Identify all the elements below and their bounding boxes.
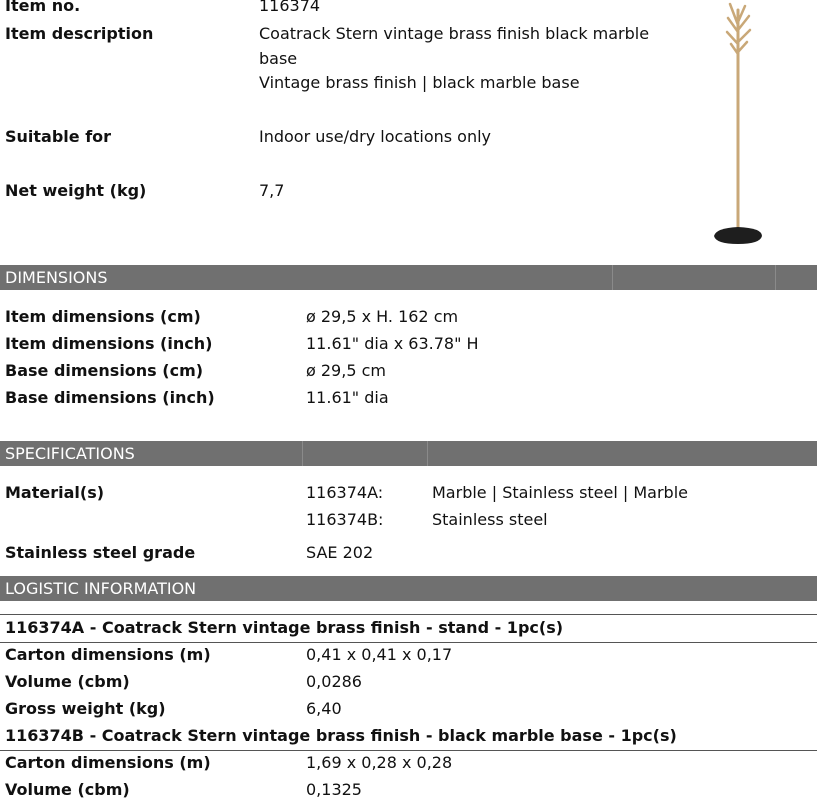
material-value: Marble | Stainless steel | Marble bbox=[432, 483, 688, 502]
logistics-row-value: 0,41 x 0,41 x 0,17 bbox=[306, 645, 453, 664]
logistics-row-value: 6,40 bbox=[306, 699, 342, 718]
logistics-title: LOGISTIC INFORMATION bbox=[5, 579, 197, 598]
material-code: 116374B: bbox=[306, 510, 384, 529]
dimension-label: Base dimensions (cm) bbox=[5, 361, 204, 380]
dimension-value: 11.61" dia x 63.78" H bbox=[306, 334, 479, 353]
logistics-group-heading: 116374B - Coatrack Stern vintage brass finish - black marble base - 1pc(s) bbox=[5, 726, 677, 745]
logistics-row-label: Volume (cbm) bbox=[5, 672, 130, 691]
dimension-label: Base dimensions (inch) bbox=[5, 388, 215, 407]
item-description-line3: Vintage brass finish | black marble base bbox=[259, 73, 580, 92]
group-separator bbox=[0, 750, 817, 751]
item-no-value: 116374 bbox=[259, 0, 321, 15]
materials-label: Material(s) bbox=[5, 483, 105, 502]
net-weight-label: Net weight (kg) bbox=[5, 181, 147, 200]
specifications-title: SPECIFICATIONS bbox=[5, 444, 135, 463]
material-value: Stainless steel bbox=[432, 510, 548, 529]
dimension-value: ø 29,5 x H. 162 cm bbox=[306, 307, 459, 326]
coatrack-image bbox=[700, 0, 780, 250]
logistics-row-label: Volume (cbm) bbox=[5, 780, 130, 799]
logistics-row-label: Gross weight (kg) bbox=[5, 699, 166, 718]
dimension-value: 11.61" dia bbox=[306, 388, 389, 407]
steel-grade-label: Stainless steel grade bbox=[5, 543, 196, 562]
group-separator bbox=[0, 642, 817, 643]
logistics-row-label: Carton dimensions (m) bbox=[5, 645, 211, 664]
item-description-line2: base bbox=[259, 49, 298, 68]
dimension-label: Item dimensions (inch) bbox=[5, 334, 213, 353]
logistics-section-header bbox=[0, 576, 817, 601]
steel-grade-value: SAE 202 bbox=[306, 543, 374, 562]
item-description-line1: Coatrack Stern vintage brass finish black marble bbox=[259, 24, 650, 43]
column-divider bbox=[612, 265, 613, 290]
net-weight-value: 7,7 bbox=[259, 181, 285, 200]
specifications-section-header bbox=[0, 441, 817, 466]
dimension-value: ø 29,5 cm bbox=[306, 361, 386, 380]
item-no-label: Item no. bbox=[5, 0, 81, 15]
dimensions-title: DIMENSIONS bbox=[5, 268, 108, 287]
column-divider bbox=[302, 441, 303, 466]
column-divider bbox=[775, 265, 776, 290]
suitable-for-label: Suitable for bbox=[5, 127, 112, 146]
logistics-group-heading: 116374A - Coatrack Stern vintage brass finish - stand - 1pc(s) bbox=[5, 618, 564, 637]
logistics-row-value: 0,0286 bbox=[306, 672, 362, 691]
material-code: 116374A: bbox=[306, 483, 384, 502]
logistics-row-label: Carton dimensions (m) bbox=[5, 753, 211, 772]
dimension-label: Item dimensions (cm) bbox=[5, 307, 201, 326]
column-divider bbox=[427, 441, 428, 466]
dimensions-section-header bbox=[0, 265, 817, 290]
suitable-for-value: Indoor use/dry locations only bbox=[259, 127, 492, 146]
logistics-row-value: 1,69 x 0,28 x 0,28 bbox=[306, 753, 453, 772]
group-separator bbox=[0, 614, 817, 615]
item-description-label: Item description bbox=[5, 24, 154, 43]
logistics-row-value: 0,1325 bbox=[306, 780, 362, 799]
